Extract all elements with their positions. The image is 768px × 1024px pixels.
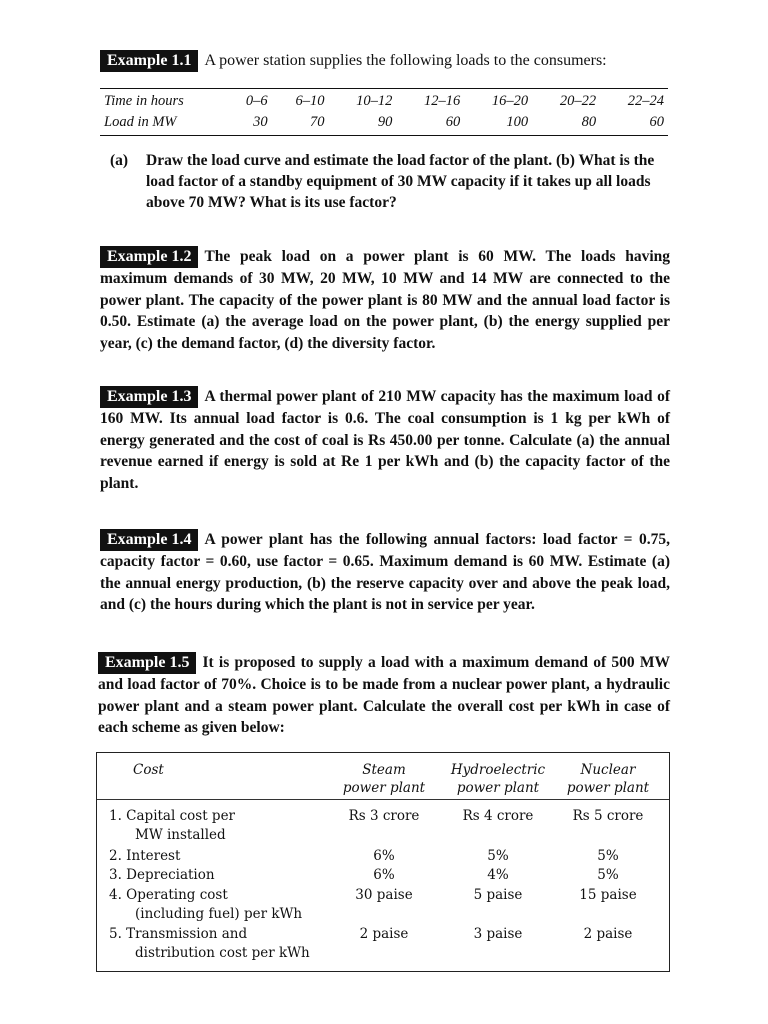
example-1-2-text: The peak load on a power plant is 60 MW. The loads having maximum demands of 30 MW, 20 MW, 10 MW and 14 MW are connected to the power plant. The capacity of the power plant is 80 MW and the annual load factor is 0.50. Estimate (a) the average load on the power plant, (b) the energy supplied per year, (c) the demand factor, (d) the diversity factor. (100, 248, 670, 352)
steam-header (329, 761, 439, 797)
example-1-1-intro-text: A power station supplies the following loads to the consumers: (204, 52, 607, 69)
nuclear-value: Rs 5 crore (572, 808, 644, 824)
load-table-load-row (100, 112, 668, 136)
cost-header: Cost (133, 762, 164, 778)
row-item-line: 1. Capital cost per (109, 808, 236, 824)
example-1-4 (100, 529, 670, 616)
row-item (109, 925, 329, 963)
example-1-1-question (110, 150, 660, 213)
time-cell: 20–22 (532, 89, 600, 113)
time-label: Time in hours (100, 89, 226, 113)
example-1-1-intro (100, 50, 670, 72)
row-item-line: MW installed (135, 827, 226, 843)
load-cell: 80 (532, 112, 600, 136)
hydro-value: Rs 4 crore (462, 808, 534, 824)
load-cell: 60 (600, 112, 668, 136)
row-item: 3. Depreciation (109, 867, 215, 883)
nuclear-header-line: power plant (566, 780, 650, 796)
hydro-value: 4% (487, 867, 509, 883)
example-1-4-tag: Example 1.4 (100, 529, 198, 551)
row-item-line: distribution cost per kWh (135, 945, 310, 961)
row-item (109, 807, 329, 845)
load-label: Load in MW (100, 112, 226, 136)
nuclear-header (553, 761, 663, 797)
load-cell: 60 (396, 112, 464, 136)
nuclear-value: 5% (597, 848, 619, 864)
row-item-line: 4. Operating cost (109, 887, 228, 903)
time-cell: 10–12 (328, 89, 396, 113)
cost-table-header-rule (97, 799, 669, 800)
time-cell: 12–16 (396, 89, 464, 113)
steam-value: 2 paise (359, 926, 409, 942)
nuclear-value: 15 paise (579, 887, 637, 903)
question-label: (a) (110, 152, 129, 169)
time-cell: 6–10 (272, 89, 329, 113)
time-cell: 22–24 (600, 89, 668, 113)
load-table (100, 88, 668, 136)
example-1-2 (100, 246, 670, 354)
example-1-5-tag: Example 1.5 (98, 652, 196, 674)
load-cell: 30 (226, 112, 272, 136)
example-1-3-text: A thermal power plant of 210 MW capacity has the maximum load of 160 MW. Its annual load factor is 0.6. The coal consumption is 1 kg per kWh of energy generated and the cost of coal is Rs 450.00 per tonne. Calculate (a) the annual revenue earned if energy is sold at Re 1 per kWh and (b) the capacity factor of the plant. (100, 388, 670, 492)
time-cell: 16–20 (464, 89, 532, 113)
steam-value: Rs 3 crore (348, 808, 420, 824)
hydro-value: 5 paise (473, 887, 523, 903)
example-1-3-tag: Example 1.3 (100, 386, 198, 408)
steam-value: 6% (373, 848, 395, 864)
steam-header-line: Steam (362, 762, 406, 778)
steam-header-line: power plant (342, 780, 426, 796)
example-1-5-text: It is proposed to supply a load with a maximum demand of 500 MW and load factor of 70%. Choice is to be made from a nuclear power plant, a hydraulic power plant and a steam power plant. Calculate the overall cost per kWh in case of each scheme as given below: (98, 654, 670, 736)
nuclear-header-line: Nuclear (580, 762, 636, 778)
example-1-1-tag: Example 1.1 (100, 50, 198, 72)
row-item (109, 886, 329, 924)
hydro-header-line: Hydroelectric (450, 762, 546, 778)
row-item-line: 5. Transmission and (109, 926, 248, 942)
hydro-header (443, 761, 553, 797)
cost-table (96, 752, 670, 972)
question-text: Draw the load curve and estimate the load factor of the plant. (b) What is the load factor of a standby equipment of 30 MW capacity if it takes up all loads above 70 MW? What is its use factor? (146, 152, 655, 211)
steam-value: 30 paise (355, 887, 413, 903)
load-table-time-row (100, 89, 668, 113)
steam-value: 6% (373, 867, 395, 883)
nuclear-value: 5% (597, 867, 619, 883)
load-cell: 90 (328, 112, 396, 136)
row-item-line: (including fuel) per kWh (135, 906, 303, 922)
load-cell: 70 (272, 112, 329, 136)
hydro-header-line: power plant (456, 780, 540, 796)
load-cell: 100 (464, 112, 532, 136)
example-1-4-text: A power plant has the following annual factors: load factor = 0.75, capacity factor = 0.60, use factor = 0.65. Maximum demand is 60 MW. Estimate (a) the annual energy production, (b) the reserve capacity over and above the peak load, and (c) the hours during which the plant is not in service per year. (100, 531, 670, 613)
nuclear-value: 2 paise (583, 926, 633, 942)
example-1-5 (98, 652, 670, 739)
hydro-value: 3 paise (473, 926, 523, 942)
time-cell: 0–6 (226, 89, 272, 113)
row-item: 2. Interest (109, 848, 181, 864)
hydro-value: 5% (487, 848, 509, 864)
example-1-2-tag: Example 1.2 (100, 246, 198, 268)
example-1-3 (100, 386, 670, 494)
